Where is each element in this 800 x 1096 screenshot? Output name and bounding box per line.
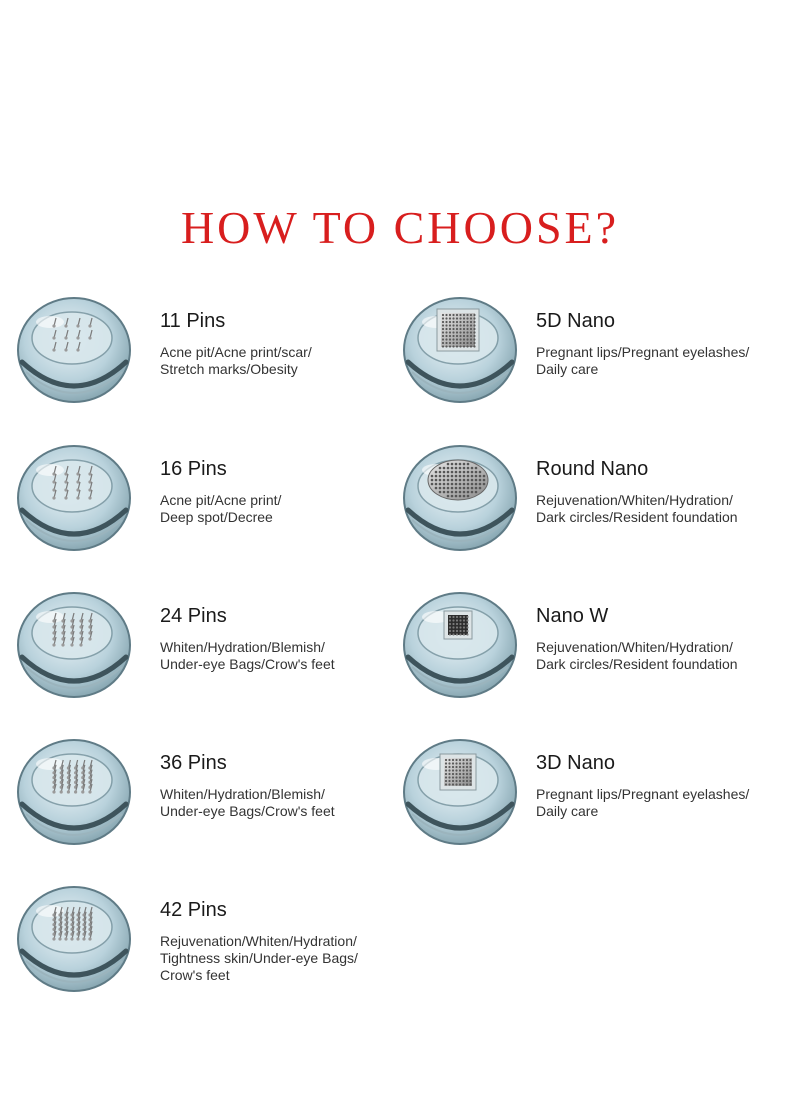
- option-11-pins: [12, 292, 402, 422]
- option-round-nano: [398, 440, 788, 570]
- option-3d-nano: [398, 734, 788, 864]
- nano-cartridge-icon: [398, 734, 522, 848]
- needle-cartridge-icon: [12, 440, 136, 554]
- option-nano-w: [398, 587, 788, 717]
- option-description: Whiten/Hydration/Blemish/ Under-eye Bags/Crow's feet: [160, 639, 335, 672]
- option-description: Rejuvenation/Whiten/Hydration/ Dark circles/Resident foundation: [536, 492, 738, 525]
- needle-cartridge-icon: [12, 292, 136, 406]
- option-5d-nano: [398, 292, 788, 422]
- option-description: Rejuvenation/Whiten/Hydration/ Tightness skin/Under-eye Bags/ Crow's feet: [160, 933, 358, 983]
- option-16-pins: [12, 440, 402, 570]
- option-name: 11 Pins: [160, 310, 226, 332]
- option-description: Whiten/Hydration/Blemish/ Under-eye Bags/Crow's feet: [160, 786, 335, 819]
- option-description: Pregnant lips/Pregnant eyelashes/ Daily care: [536, 344, 750, 377]
- option-name: 42 Pins: [160, 899, 227, 921]
- option-24-pins: [12, 587, 402, 717]
- option-name: 5D Nano: [536, 310, 615, 332]
- option-name: Round Nano: [536, 458, 649, 480]
- option-name: 36 Pins: [160, 752, 227, 774]
- option-name: 3D Nano: [536, 752, 615, 774]
- nano-cartridge-icon: [398, 587, 522, 701]
- option-name: 24 Pins: [160, 605, 227, 627]
- option-42-pins: [12, 881, 402, 1011]
- option-description: Acne pit/Acne print/scar/ Stretch marks/Obesity: [160, 344, 312, 377]
- needle-cartridge-icon: [12, 734, 136, 848]
- option-description: Acne pit/Acne print/ Deep spot/Decree: [160, 492, 282, 525]
- option-name: 16 Pins: [160, 458, 227, 480]
- option-36-pins: [12, 734, 402, 864]
- nano-cartridge-icon: [398, 292, 522, 406]
- needle-cartridge-icon: [12, 587, 136, 701]
- nano-cartridge-icon: [398, 440, 522, 554]
- option-name: Nano W: [536, 605, 609, 627]
- needle-cartridge-icon: [12, 881, 136, 995]
- option-description: Pregnant lips/Pregnant eyelashes/ Daily care: [536, 786, 750, 819]
- option-description: Rejuvenation/Whiten/Hydration/ Dark circles/Resident foundation: [536, 639, 738, 672]
- page-title: HOW TO CHOOSE?: [180, 202, 620, 253]
